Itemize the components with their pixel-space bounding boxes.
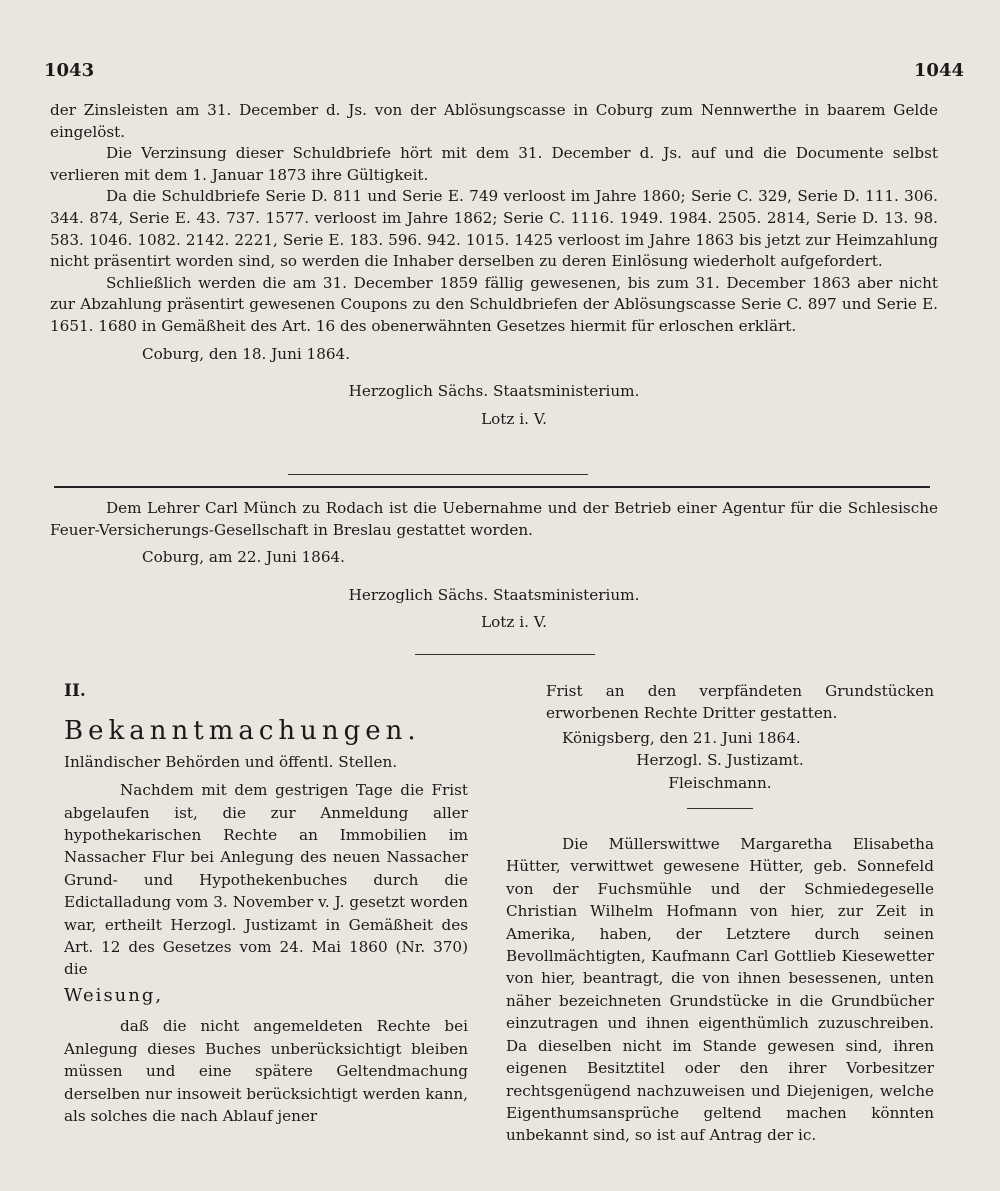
signature: Lotz i. V.	[481, 613, 547, 632]
paragraph: Nachdem mit dem gestrigen Tage die Frist abgelaufen ist, die zur Anmeldung aller hypothekarischen Rechte an Immobilien im Nassacher Flur bei Anlegung des neuen Nassacher Grund- und Hypothekenbuches durch die Edictalladung vom 3. November v. J. gesetzt worden war, ertheilt Herzogl. Justizamt in Gemäßheit des Art. 12 des Gesetzes vom 24. Mai 1860 (Nr. 370) die	[64, 781, 468, 979]
place-date: Königsberg, den 21. Juni 1864.	[562, 728, 801, 747]
ministry-name: Herzoglich Sächs. Staatsministerium.	[348, 382, 640, 401]
subheading: Inländischer Behörden und öffentl. Stellen.	[64, 752, 398, 771]
paragraph: Da die Schuldbriefe Serie D. 811 und Serie E. 749 verloost im Jahre 1860; Serie C. 329, Serie D. 111. 306. 344. 874, Serie E. 43. 737. 1577. verloost im Jahre 1862; Serie C. 1116. 1949. 1984. 2505. 2814, Serie D. 13. 98. 583. 1046. 1082. 2142. 2221, Serie E. 183. 596. 942. 1015. 1425 verloost im Jahre 1863 bis jetzt zur Heimzahlung nicht präsentirt worden sind, so werden die Inhaber derselben zu deren Einlösung wiederholt aufgefordert.	[50, 187, 938, 271]
divider	[415, 654, 595, 655]
place-date: Coburg, den 18. Juni 1864.	[142, 344, 351, 363]
page-number-left: 1043	[44, 60, 95, 81]
office-name: Herzogl. S. Justizamt.	[636, 751, 804, 770]
right-column	[506, 680, 934, 1147]
signature-rule	[288, 474, 588, 475]
place-date: Coburg, am 22. Juni 1864.	[142, 548, 345, 567]
weisung-heading: Weisung,	[64, 984, 164, 1006]
divider	[687, 808, 753, 809]
page-number-right: 1044	[913, 60, 964, 81]
paragraph: Frist an den verpfändeten Grundstücken erworbenen Rechte Dritter gestatten.	[546, 682, 934, 723]
debt-notice-block	[50, 100, 938, 430]
signature: Lotz i. V.	[481, 409, 547, 428]
paragraph: Dem Lehrer Carl Münch zu Rodach ist die Uebernahme und der Betrieb einer Agentur für die Schlesische Feuer-Versicherungs-Gesellschaft in Breslau gestattet worden.	[50, 499, 938, 539]
paragraph: Die Verzinsung dieser Schuldbriefe hört mit dem 31. December d. Js. auf und die Documente selbst verlieren mit dem 1. Januar 1873 ihre Gültigkeit.	[50, 144, 938, 184]
paragraph: Die Müllerswittwe Margaretha Elisabetha Hütter, verwittwet gewesene Hütter, geb. Sonnefeld von der Fuchsmühle und der Schmiedegeselle Christian Wilhelm Hofmann von hier, zur Zeit in Amerika, haben, der Letztere durch seinen Bevollmächtigten, Kaufmann Carl Gottlieb Kiesewetter von hier, beantragt, die von ihnen besessenen, unten näher bezeichneten Grundstücke in die Grundbücher einzutragen und ihnen eigenthümlich zuzuschreiben. Da dieselben nicht im Stande gewesen sind, ihren eigenen Besitztitel oder den ihrer Vorbesitzer rechtsgenügend nachzuweisen und Diejenigen, welche Eigenthumsansprüche geltend machen könnten unbekannt sind, so ist auf Antrag der ic.	[506, 835, 934, 1145]
paragraph: der Zinsleisten am 31. December d. Js. von der Ablösungscasse in Coburg zum Nennwerthe in baarem Gelde eingelöst.	[50, 101, 938, 141]
section-divider	[54, 486, 930, 488]
paragraph: daß die nicht angemeldeten Rechte bei Anlegung dieses Buches unberücksichtigt bleiben müssen und eine spätere Geltendmachung derselben nur insoweit berücksichtigt werden kann, als solches die nach Ablauf jener	[64, 1017, 468, 1125]
paragraph: Schließlich werden die am 31. December 1859 fällig gewesenen, bis zum 31. December 1863 aber nicht zur Abzahlung präsentirt gewesenen Coupons zu den Schuldbriefen der Ablösungscasse Serie C. 897 und Serie E. 1651. 1680 in Gemäßheit des Art. 16 des obenerwähnten Gesetzes hiermit für erloschen erklärt.	[50, 273, 938, 335]
section-title: Bekanntmachungen.	[64, 716, 421, 747]
left-column	[64, 680, 468, 1127]
ministry-name: Herzoglich Sächs. Staatsministerium.	[348, 585, 640, 604]
agency-notice-block	[50, 498, 938, 634]
signature: Fleischmann.	[668, 773, 772, 792]
section-number: II.	[64, 681, 86, 701]
